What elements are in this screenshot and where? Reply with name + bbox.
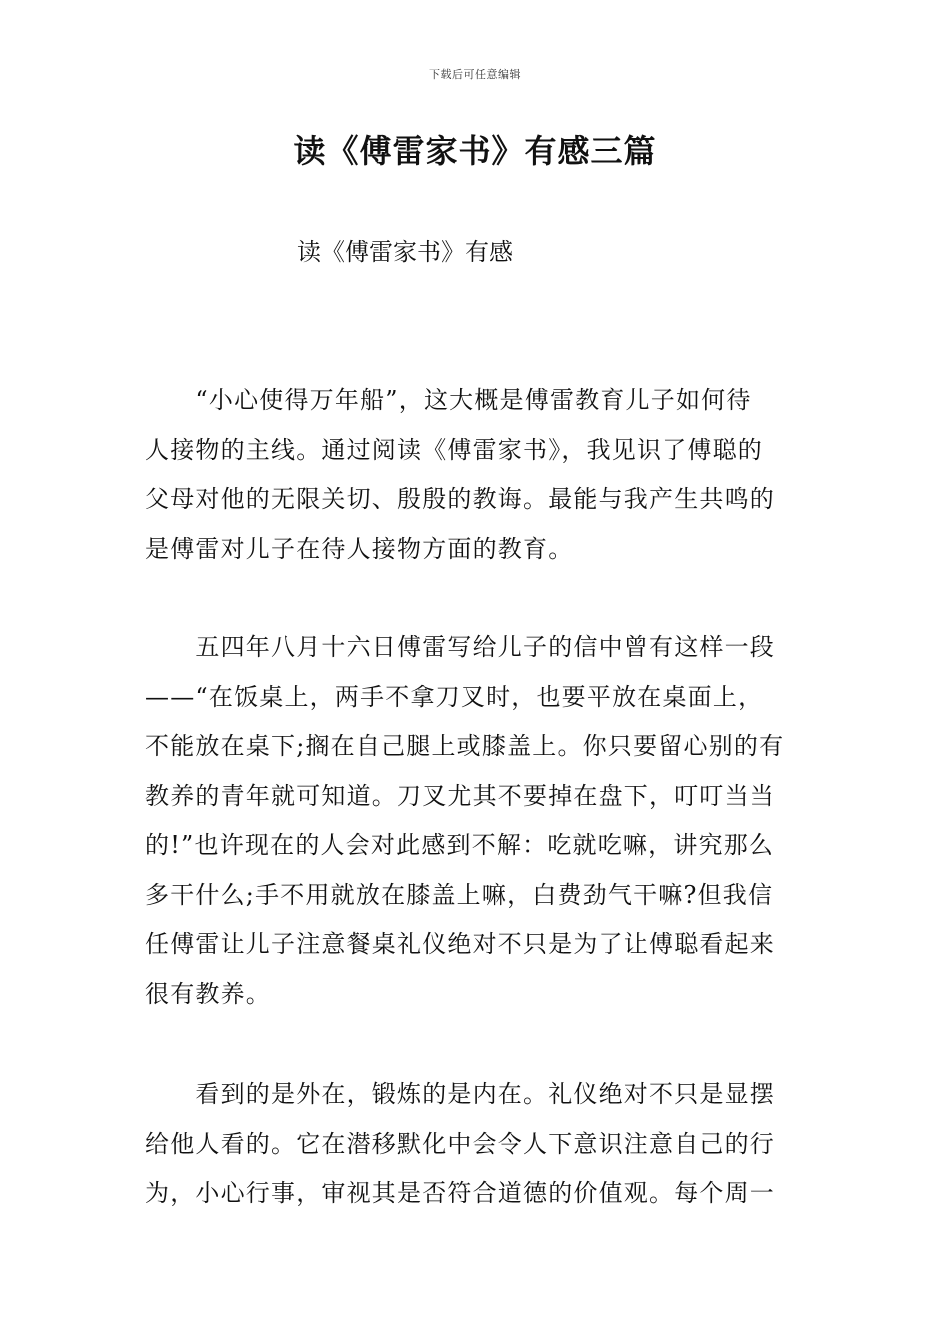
paragraph-line: 五四年八月十六日傅雷写给儿子的信中曾有这样一段 [145,633,775,661]
paragraph-2 [145,623,810,1019]
paragraph-3 [145,1070,810,1219]
header-note: 下载后可任意编辑 [429,68,521,81]
paragraph-line: 教养的青年就可知道。刀叉尤其不要掉在盘下，叮叮当当 [145,781,775,810]
paragraph-line: 任傅雷让儿子注意餐桌礼仪绝对不只是为了让傅聪看起来 [145,930,775,958]
paragraph-line: 父母对他的无限关切、殷殷的教诲。最能与我产生共鸣的 [145,485,775,513]
paragraph-line: 是傅雷对儿子在待人接物方面的教育。 [145,534,574,563]
paragraph-line: ——“在饭桌上，两手不拿刀叉时，也要平放在桌面上， [145,682,764,711]
paragraph-line: “小心使得万年船”，这大概是傅雷教育儿子如何待 [145,386,752,414]
paragraph-line: 给他人看的。它在潜移默化中会令人下意识注意自己的行 [145,1129,775,1158]
paragraph-line: 的!”也许现在的人会对此感到不解：吃就吃嘛，讲究那么 [145,831,775,859]
paragraph-line: 多干什么;手不用就放在膝盖上嘛，白费劲气干嘛?但我信 [145,880,774,909]
document-title: 读《傅雷家书》有感三篇 [293,132,657,170]
paragraph-line: 不能放在桌下;搁在自己腿上或膝盖上。你只要留心别的有 [145,732,785,760]
paragraph-line: 看到的是外在，锻炼的是内在。礼仪绝对不只是显摆 [145,1080,775,1108]
document-subtitle: 读《傅雷家书》有感 [297,238,513,266]
paragraph-line: 为，小心行事，审视其是否符合道德的价值观。每个周一 [145,1179,775,1207]
paragraph-line: 人接物的主线。通过阅读《傅雷家书》，我见识了傅聪的 [145,435,763,464]
paragraph-1 [145,376,810,574]
paragraph-line: 很有教养。 [145,979,271,1008]
